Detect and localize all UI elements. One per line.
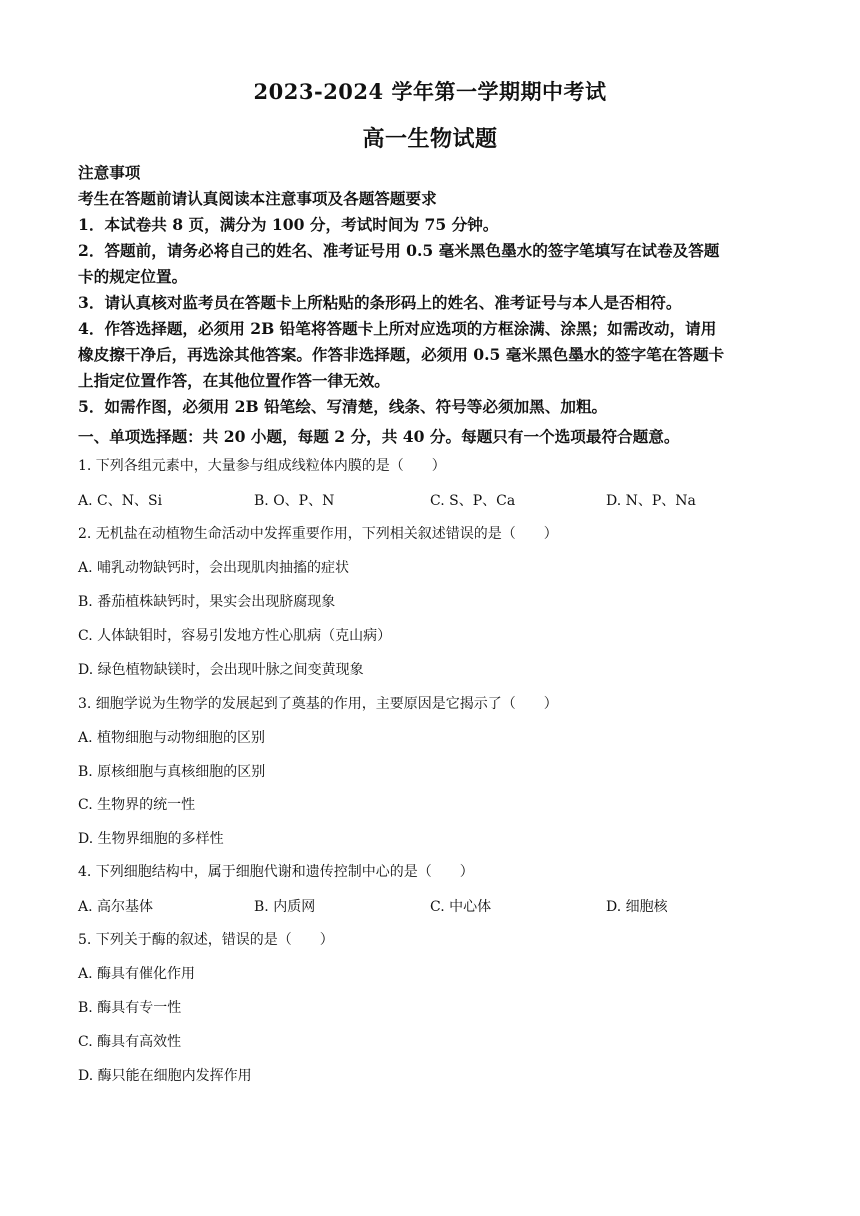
option: B. 番茄植株缺钙时，果实会出现脐腐现象 (78, 594, 336, 610)
question-stem: 5. 下列关于酶的叙述，错误的是（ ） (78, 932, 334, 948)
option: A. 高尔基体 (78, 899, 154, 915)
question-stem: 3. 细胞学说为生物学的发展起到了奠基的作用，主要原因是它揭示了（ ） (78, 696, 558, 712)
section-heading: 一、单项选择题：共 20 小题，每题 2 分，共 40 分。每题只有一个选项最符合题意。 (78, 427, 680, 446)
notice-heading: 注意事项 (78, 163, 141, 182)
notice-block (78, 160, 790, 420)
notice-item: 2．答题前，请务必将自己的姓名、准考证号用 0.5 毫米黑色墨水的签字笔填写在试卷及答题 (78, 241, 720, 260)
option: C. 中心体 (430, 899, 492, 915)
question-stem: 4. 下列细胞结构中，属于细胞代谢和遗传控制中心的是（ ） (78, 864, 474, 880)
option: D. 细胞核 (606, 899, 668, 915)
option: A. 植物细胞与动物细胞的区别 (78, 730, 266, 746)
option: D. 酶只能在细胞内发挥作用 (78, 1068, 252, 1084)
notice-item: 卡的规定位置。 (78, 267, 188, 286)
option: B. 酶具有专一性 (78, 1000, 182, 1016)
option: C. S、P、Ca (430, 493, 516, 509)
notice-item: 5．如需作图，必须用 2B 铅笔绘、写清楚，线条、符号等必须加黑、加粗。 (78, 397, 608, 416)
option: B. O、P、N (254, 493, 335, 509)
exam-title: 2023-2024 学年第一学期期中考试 (253, 79, 607, 104)
option: A. C、N、Si (78, 493, 163, 509)
notice-intro: 考生在答题前请认真阅读本注意事项及各题答题要求 (78, 189, 437, 208)
option: A. 酶具有催化作用 (78, 966, 196, 982)
option: D. N、P、Na (606, 493, 696, 509)
option: B. 内质网 (254, 899, 316, 915)
notice-item: 3．请认真核对监考员在答题卡上所粘贴的条形码上的姓名、准考证号与本人是否相符。 (78, 293, 682, 312)
option: B. 原核细胞与真核细胞的区别 (78, 764, 266, 780)
option: C. 酶具有高效性 (78, 1034, 182, 1050)
notice-item: 1．本试卷共 8 页，满分为 100 分，考试时间为 75 分钟。 (78, 215, 499, 234)
exam-subtitle: 高一生物试题 (362, 126, 498, 152)
option: D. 绿色植物缺镁时，会出现叶脉之间变黄现象 (78, 662, 364, 678)
notice-item: 上指定位置作答，在其他位置作答一律无效。 (78, 371, 390, 390)
question-stem: 2. 无机盐在动植物生命活动中发挥重要作用，下列相关叙述错误的是（ ） (78, 526, 558, 542)
option: D. 生物界细胞的多样性 (78, 831, 224, 847)
option: C. 人体缺钼时，容易引发地方性心肌病（克山病） (78, 628, 392, 644)
question-stem: 1. 下列各组元素中，大量参与组成线粒体内膜的是（ ） (78, 458, 446, 474)
option: A. 哺乳动物缺钙时，会出现肌肉抽搐的症状 (78, 560, 350, 576)
notice-item: 橡皮擦干净后，再选涂其他答案。作答非选择题，必须用 0.5 毫米黑色墨水的签字笔在答题卡 (78, 345, 725, 364)
notice-item: 4．作答选择题，必须用 2B 铅笔将答题卡上所对应选项的方框涂满、涂黑；如需改动，请用 (78, 319, 717, 338)
option: C. 生物界的统一性 (78, 797, 196, 813)
